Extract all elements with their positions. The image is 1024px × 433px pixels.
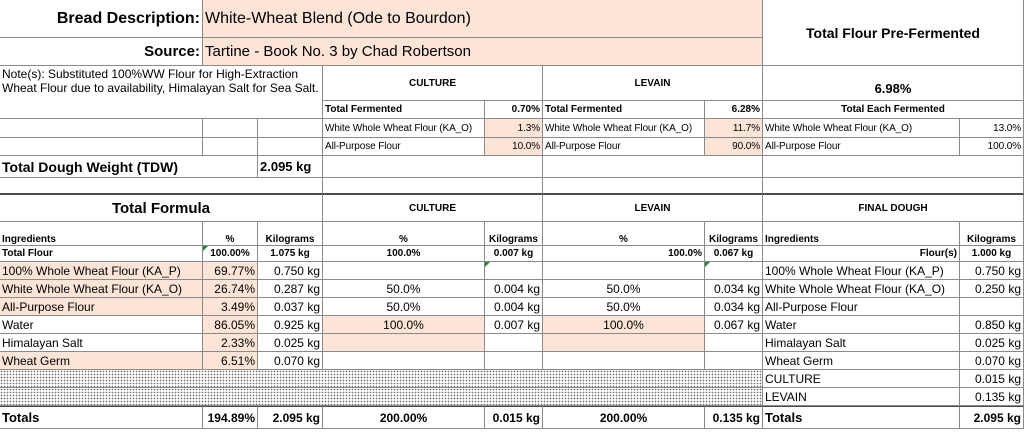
culture-flour-name: White Whole Wheat Flour (KA_O) [323, 119, 485, 138]
culture-kg [485, 334, 543, 352]
culture-totals-pct: 200.00% [323, 406, 485, 429]
header-culture-pct: % [323, 222, 485, 246]
formula-culture-title: CULTURE [323, 195, 543, 222]
culture-kg: 0.004 kg [485, 298, 543, 316]
final-ingredient-kg: 0.850 kg [960, 316, 1024, 334]
culture-pct: 50.0% [323, 298, 485, 316]
final-flours-label: Flour(s) [763, 246, 960, 262]
total-flour-pct: 100.00% [203, 246, 258, 262]
culture-total-flour-kg: 0.007 kg [485, 246, 543, 262]
levain-kg [705, 334, 763, 352]
blank-cell [763, 178, 1024, 195]
blank-cell [0, 178, 323, 195]
ingredient-name[interactable]: White Whole Wheat Flour (KA_O) [0, 280, 203, 298]
final-dough-title: FINAL DOUGH [763, 195, 1024, 222]
final-ingredient-name: Wheat Germ [763, 352, 960, 370]
culture-total-fermented-label: Total Fermented [323, 101, 485, 119]
ingredient-kg: 0.070 kg [258, 352, 323, 370]
final-ingredient-kg [960, 298, 1024, 316]
levain-pct [543, 262, 705, 280]
ingredient-name[interactable]: All-Purpose Flour [0, 298, 203, 316]
blank-cell [0, 138, 203, 156]
levain-total-flour-kg: 0.067 kg [705, 246, 763, 262]
total-flour-pre-fermented-label: Total Flour Pre-Fermented [763, 0, 1024, 66]
final-ingredient-name: 100% Whole Wheat Flour (KA_P) [763, 262, 960, 280]
culture-total-flour-pct: 100.0% [323, 246, 485, 262]
levain-kg: 0.067 kg [705, 316, 763, 334]
header-levain-pct: % [543, 222, 705, 246]
levain-total-fermented-label: Total Fermented [543, 101, 705, 119]
levain-pct [543, 352, 705, 370]
blank-cell [323, 178, 543, 195]
header-pct: % [203, 222, 258, 246]
blank-cell [258, 138, 323, 156]
culture-pct[interactable]: 100.0% [323, 316, 485, 334]
culture-flour-name: All-Purpose Flour [323, 138, 485, 156]
ingredient-kg: 0.287 kg [258, 280, 323, 298]
blank-cell [543, 156, 763, 178]
levain-total-flour-pct: 100.0% [543, 246, 705, 262]
each-flour-name: White Whole Wheat Flour (KA_O) [763, 119, 960, 138]
blank-cell [323, 156, 543, 178]
final-culture-name: CULTURE [763, 370, 960, 388]
total-flour-label: Total Flour [0, 246, 203, 262]
totals-kg: 2.095 kg [258, 406, 323, 429]
header-kg: Kilograms [258, 222, 323, 246]
ingredient-name: Water [0, 316, 203, 334]
levain-pct: 50.0% [543, 280, 705, 298]
final-ingredient-name: Himalayan Salt [763, 334, 960, 352]
culture-pct [323, 352, 485, 370]
levain-flour-pct[interactable]: 90.0% [705, 138, 763, 156]
levain-flour-name: White Whole Wheat Flour (KA_O) [543, 119, 705, 138]
culture-title: CULTURE [323, 66, 543, 101]
final-totals-label: Totals [763, 406, 960, 429]
levain-flour-pct[interactable]: 11.7% [705, 119, 763, 138]
final-ingredient-kg: 0.070 kg [960, 352, 1024, 370]
levain-totals-pct: 200.00% [543, 406, 705, 429]
levain-kg: 0.034 kg [705, 280, 763, 298]
header-levain-kg: Kilograms [705, 222, 763, 246]
levain-kg [705, 352, 763, 370]
final-culture-kg: 0.015 kg [960, 370, 1024, 388]
final-ingredient-kg: 0.025 kg [960, 334, 1024, 352]
ingredient-pct[interactable]: 86.05% [203, 316, 258, 334]
culture-kg: 0.004 kg [485, 280, 543, 298]
culture-total-fermented-value: 0.70% [485, 101, 543, 119]
final-total-flour-kg: 1.000 kg [960, 246, 1024, 262]
header-final-kg: Kilograms [960, 222, 1024, 246]
levain-kg: 0.034 kg [705, 298, 763, 316]
ingredient-pct[interactable]: 3.49% [203, 298, 258, 316]
source-label: Source: [0, 38, 203, 66]
culture-kg [485, 352, 543, 370]
totals-label: Totals [0, 406, 203, 429]
levain-pct[interactable]: 100.0% [543, 316, 705, 334]
blank-cell [763, 156, 1024, 178]
culture-pct[interactable] [323, 334, 485, 352]
ingredient-pct[interactable]: 6.51% [203, 352, 258, 370]
levain-flour-name: All-Purpose Flour [543, 138, 705, 156]
header-final-ingredients: Ingredients [763, 222, 960, 246]
levain-totals-kg: 0.135 kg [705, 406, 763, 429]
final-ingredient-name: All-Purpose Flour [763, 298, 960, 316]
levain-title: LEVAIN [543, 66, 763, 101]
header-culture-kg: Kilograms [485, 222, 543, 246]
culture-flour-pct[interactable]: 10.0% [485, 138, 543, 156]
ingredient-kg: 0.750 kg [258, 262, 323, 280]
total-formula-title: Total Formula [0, 195, 323, 222]
blank-cell [258, 119, 323, 138]
bread-description-label: Bread Description: [0, 0, 203, 38]
final-ingredient-name: White Whole Wheat Flour (KA_O) [763, 280, 960, 298]
ingredient-pct[interactable]: 2.33% [203, 334, 258, 352]
culture-pct: 50.0% [323, 280, 485, 298]
total-flour-kg: 1.075 kg [258, 246, 323, 262]
blank-cell [203, 119, 258, 138]
totals-pct: 194.89% [203, 406, 258, 429]
culture-pct [323, 262, 485, 280]
levain-kg [705, 262, 763, 280]
ingredient-kg: 0.025 kg [258, 334, 323, 352]
final-totals-kg: 2.095 kg [960, 406, 1024, 429]
unused-row [0, 370, 763, 388]
each-flour-pct: 13.0% [960, 119, 1024, 138]
ingredient-pct[interactable]: 69.77% [203, 262, 258, 280]
formula-levain-title: LEVAIN [543, 195, 763, 222]
notes[interactable]: Note(s): Substituted 100%WW Flour for High-Extraction Wheat Flour due to availability, Himalayan Salt for Sea Salt. [0, 66, 323, 119]
ingredient-kg: 0.037 kg [258, 298, 323, 316]
blank-cell [543, 178, 763, 195]
culture-flour-pct[interactable]: 1.3% [485, 119, 543, 138]
ingredient-name: Himalayan Salt [0, 334, 203, 352]
levain-pct: 50.0% [543, 298, 705, 316]
blank-cell [203, 138, 258, 156]
tdw-value: 2.095 kg [258, 156, 323, 178]
each-flour-name: All-Purpose Flour [763, 138, 960, 156]
final-ingredient-name: Water [763, 316, 960, 334]
culture-kg: 0.007 kg [485, 316, 543, 334]
levain-total-fermented-value: 6.28% [705, 101, 763, 119]
bread-description-value[interactable]: White-Wheat Blend (Ode to Bourdon) [203, 0, 763, 38]
ingredient-name[interactable]: Wheat Germ [0, 352, 203, 370]
culture-totals-kg: 0.015 kg [485, 406, 543, 429]
total-each-fermented-label: Total Each Fermented [763, 101, 1024, 119]
final-ingredient-kg: 0.250 kg [960, 280, 1024, 298]
source-value[interactable]: Tartine - Book No. 3 by Chad Robertson [203, 38, 763, 66]
unused-row [0, 388, 763, 406]
each-flour-pct: 100.0% [960, 138, 1024, 156]
tdw-label: Total Dough Weight (TDW) [0, 156, 258, 178]
total-flour-pre-fermented-value: 6.98% [763, 66, 1024, 101]
ingredient-kg: 0.925 kg [258, 316, 323, 334]
ingredient-name[interactable]: 100% Whole Wheat Flour (KA_P) [0, 262, 203, 280]
header-ingredients: Ingredients [0, 222, 203, 246]
levain-pct[interactable] [543, 334, 705, 352]
ingredient-pct[interactable]: 26.74% [203, 280, 258, 298]
blank-cell [0, 119, 203, 138]
final-ingredient-kg: 0.750 kg [960, 262, 1024, 280]
final-levain-name: LEVAIN [763, 388, 960, 406]
culture-kg [485, 262, 543, 280]
final-levain-kg: 0.135 kg [960, 388, 1024, 406]
